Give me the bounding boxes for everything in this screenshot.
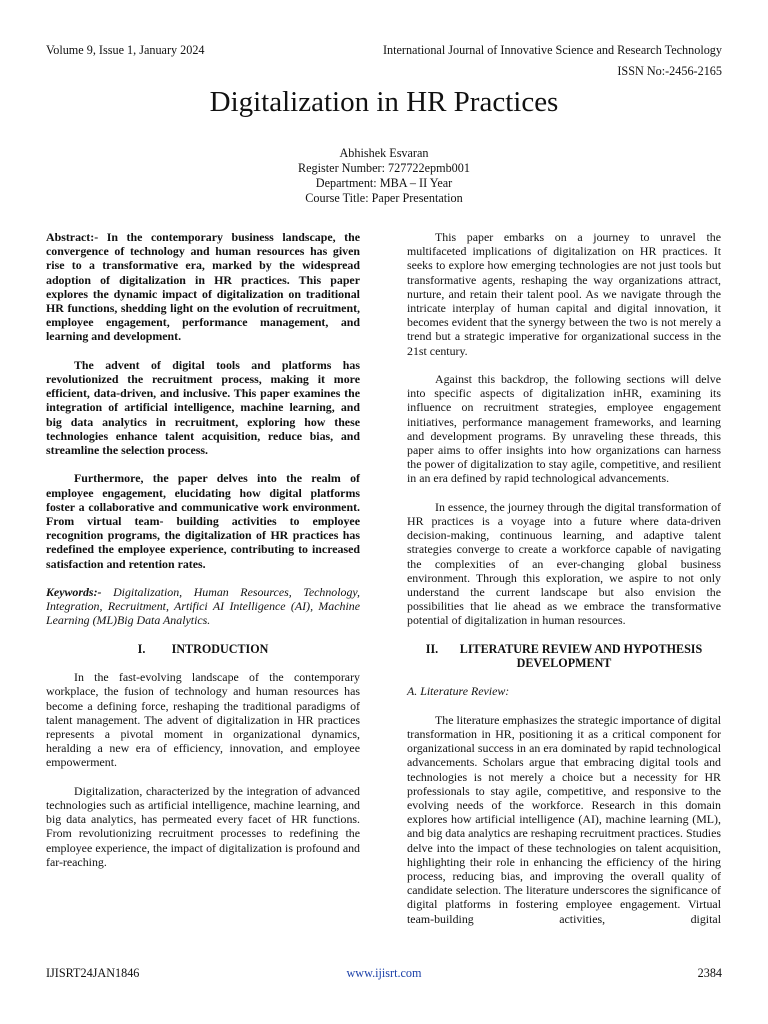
- keywords-label: Keywords:-: [46, 585, 102, 600]
- introduction-heading: I. INTRODUCTION: [137, 641, 269, 656]
- abstract-paragraph-2: The advent of digital tools and platforms has revolutionized the recruitment process, making it more efficient, data-driven, and inclusive. This paper examines the integration of artificial intelligence, machine learning, and big data analytics in recruitment, exploring how these technologies enhance talent acquisition, reduce bias, and streamline the selection process.: [46, 357, 360, 458]
- header-issn: ISSN No:-2456-2165: [617, 64, 722, 78]
- author-course: Course Title: Paper Presentation: [305, 191, 463, 205]
- intro-paragraph-1: In the fast-evolving landscape of the contemporary workplace, the fusion of technology and human resources has become a defining force, reshaping the traditional paradigms of talent management. The advent of digitalization in HR practices represents a pivotal moment in organizational dynamics, heralding a new era of efficiency, innovation, and employee empowerment.: [46, 670, 360, 770]
- literature-paragraph-1: The literature emphasizes the strategic importance of digital transformation in HR, positioning it as a critical component for organizational success in an era dominated by rapid technological advancements. Scholars argue that embracing digital tools and technologies is not merely a choice but a necessity for HR professionals to stay agile, competitive, and responsive to the evolving needs of the workforce. Research in this domain explores how artificial intelligence (AI), machine learning (ML), and big data analytics are reshaping recruitment practices. Studies delve into the impact of these technologies on talent acquisition, highlighting their role in enhancing the efficiency of the hiring process, reducing bias, and improving the overall quality of candidate selection. The literature underscores the significance of digital platforms in fostering employee engagement. Virtual team-building activities, digital: [407, 712, 721, 926]
- header-volume: Volume 9, Issue 1, January 2024: [46, 43, 205, 57]
- author-department: Department: MBA – II Year: [315, 176, 453, 190]
- intro-paragraph-5: In essence, the journey through the digital transformation of HR practices is a voyage into a future where data-driven decision-making, continuous learning, and adaptive talent strategies converge to create a workforce capable of navigating the complexities of an ever-changing global business environment. Through this exploration, we aspire to not only understand the current landscape but also envision the possibilities that lie ahead as we embrace the transformative potential of digitalization in human resources.: [407, 499, 721, 628]
- footer-page-number: 2384: [697, 966, 722, 980]
- literature-subheading: A. Literature Review:: [407, 684, 510, 699]
- author-name: Abhishek Esvaran: [339, 146, 429, 160]
- intro-paragraph-4: Against this backdrop, the following sections will delve into specific aspects of digitalization inHR, examining its influence on recruitment strategies, employee engagement initiatives, performance management frameworks, and learning and development programs. By unraveling these threads, this paper aims to offer insights into how organizations can harness the power of digitalization to stay agile, competitive, and resilient in an era defined by rapid technological advancements.: [407, 372, 721, 486]
- footer-code: IJISRT24JAN1846: [46, 966, 140, 980]
- author-block: [0, 146, 768, 206]
- paper-title: Digitalization in HR Practices: [209, 86, 559, 118]
- footer-url-link[interactable]: www.ijisrt.com: [346, 966, 422, 980]
- right-column: [407, 230, 721, 940]
- author-register: Register Number: 727722epmb001: [298, 161, 470, 175]
- intro-paragraph-3: This paper embarks on a journey to unravel the multifaceted implications of digitalization on HR practices. It seeks to explore how emerging technologies are not just tools but transformative agents, reshaping the way organizations attract, nurture, and retain their talent pool. As we navigate through the intricate interplay of human capital and digital innovation, it becomes evident that the synergy between the two is not merely a trend but a strategic imperative for organizational success in the 21st century.: [407, 230, 721, 358]
- abstract-label: Abstract:-: [46, 230, 99, 244]
- intro-paragraph-2: Digitalization, characterized by the integration of advanced technologies such as artificial intelligence, machine learning, and big data analytics, has permeated every facet of HR functions. From revolutionizing recruitment processes to redefining the employee experience, the impact of digitalization is profound and far-reaching.: [46, 783, 360, 869]
- left-column: [46, 230, 360, 883]
- keywords: Keywords:- Digitalization, Human Resources, Technology, Integration, Recruitment, Artifici AI Intelligence (AI), Machine Learning (ML)Big Data Analytics.: [46, 585, 360, 628]
- header-journal: International Journal of Innovative Science and Research Technology: [382, 43, 722, 57]
- abstract-paragraph-3: Furthermore, the paper delves into the realm of employee engagement, elucidating how digital platforms foster a collaborative and communicative work environment. From virtual team- building activities to employee recognition programs, the digitalization of HR practices has redefined the employee experience, contributing to increased satisfaction and retention rates.: [46, 471, 360, 571]
- literature-heading: II. LITERATURE REVIEW AND HYPOTHESIS DEVELOPMENT: [425, 641, 703, 671]
- abstract-paragraph-1: Abstract:- In the contemporary business landscape, the convergence of technology and human resources has given rise to a transformative era, marked by the widespread adoption of digitalization in HR practices. This paper explores the dynamic impact of digitalization on traditional HR functions, shedding light on the evolution of recruitment, employee engagement, performance management, and learning and development.: [46, 230, 360, 344]
